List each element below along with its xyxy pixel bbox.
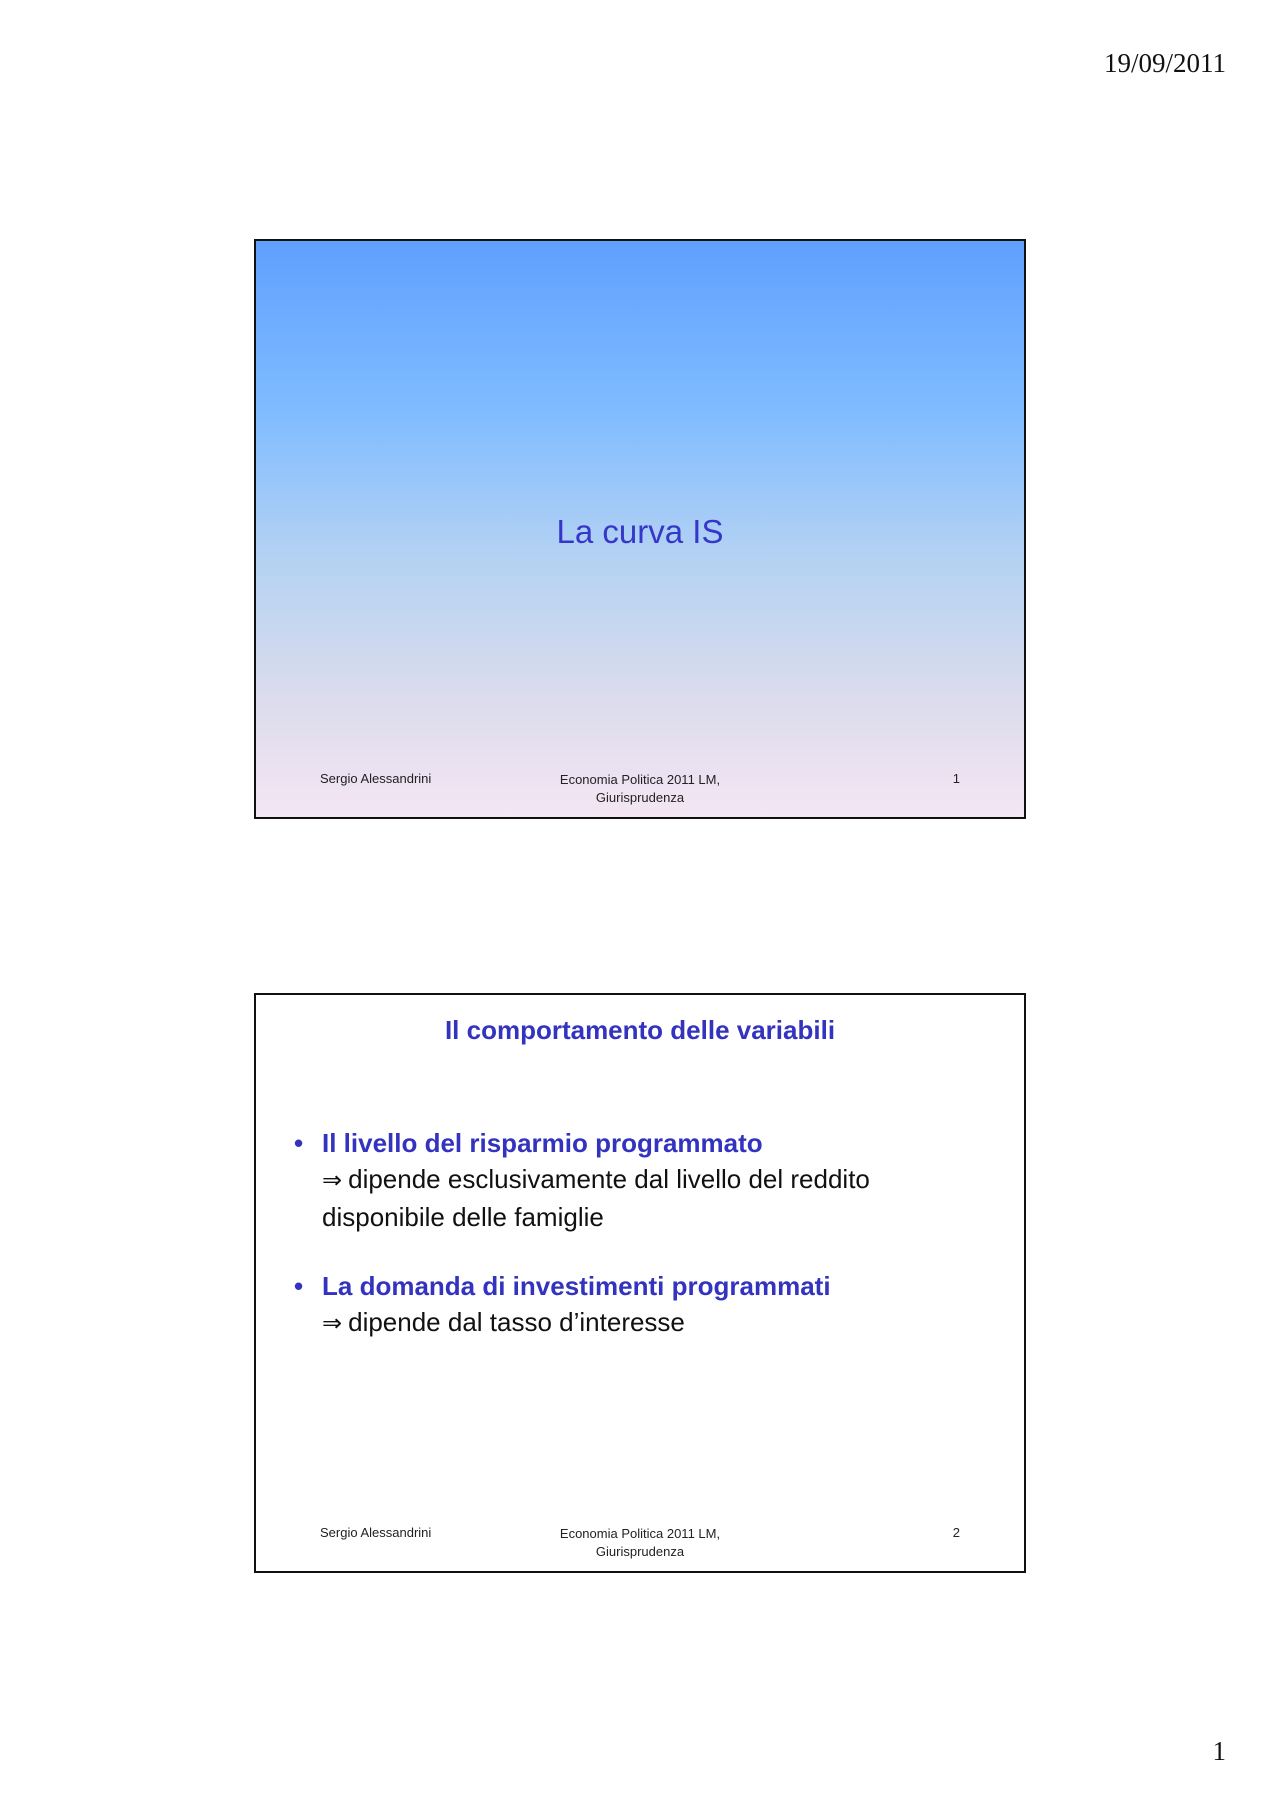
bullet-list bbox=[294, 1125, 994, 1374]
page-number: 1 bbox=[1212, 1736, 1226, 1766]
footer-slide-number: 2 bbox=[952, 1525, 960, 1540]
bullet-dot-icon: • bbox=[294, 1271, 304, 1301]
footer-author: Sergio Alessandrini bbox=[320, 771, 432, 786]
footer-course-line2: Giurisprudenza bbox=[595, 790, 685, 805]
slide-footer bbox=[256, 765, 1024, 805]
bullet-heading-text: La domanda di investimenti programmati bbox=[322, 1271, 831, 1301]
slide-2 bbox=[254, 993, 1026, 1573]
footer-course-line2: Giurisprudenza bbox=[595, 1544, 685, 1559]
bullet-body bbox=[294, 1161, 994, 1236]
bullet-heading-text: Il livello del risparmio programmato bbox=[322, 1128, 763, 1158]
bullet-dot-icon: • bbox=[294, 1128, 304, 1158]
footer-course-line1: Economia Politica 2011 LM, bbox=[559, 772, 721, 787]
bullet-body bbox=[294, 1304, 994, 1342]
bullet-heading bbox=[294, 1125, 994, 1161]
slide-footer bbox=[256, 1519, 1024, 1559]
footer-slide-number: 1 bbox=[952, 771, 960, 786]
bullet-heading bbox=[294, 1268, 994, 1304]
slide-title: Il comportamento delle variabili bbox=[444, 1015, 836, 1045]
footer-course bbox=[256, 1525, 1024, 1561]
footer-author: Sergio Alessandrini bbox=[320, 1525, 432, 1540]
bullet-item bbox=[294, 1125, 994, 1236]
page-date: 19/09/2011 bbox=[1103, 48, 1226, 78]
footer-course-line1: Economia Politica 2011 LM, bbox=[559, 1526, 721, 1541]
slide-title: La curva IS bbox=[556, 513, 724, 550]
footer-course bbox=[256, 771, 1024, 807]
slide-1 bbox=[254, 239, 1026, 819]
implies-arrow-icon: ⇒ bbox=[322, 1166, 343, 1194]
bullet-body-text: dipende esclusivamente dal livello del reddito disponibile delle famiglie bbox=[322, 1164, 870, 1232]
bullet-item bbox=[294, 1268, 994, 1342]
bullet-body-text: dipende dal tasso d’interesse bbox=[348, 1307, 685, 1337]
implies-arrow-icon: ⇒ bbox=[322, 1309, 343, 1337]
